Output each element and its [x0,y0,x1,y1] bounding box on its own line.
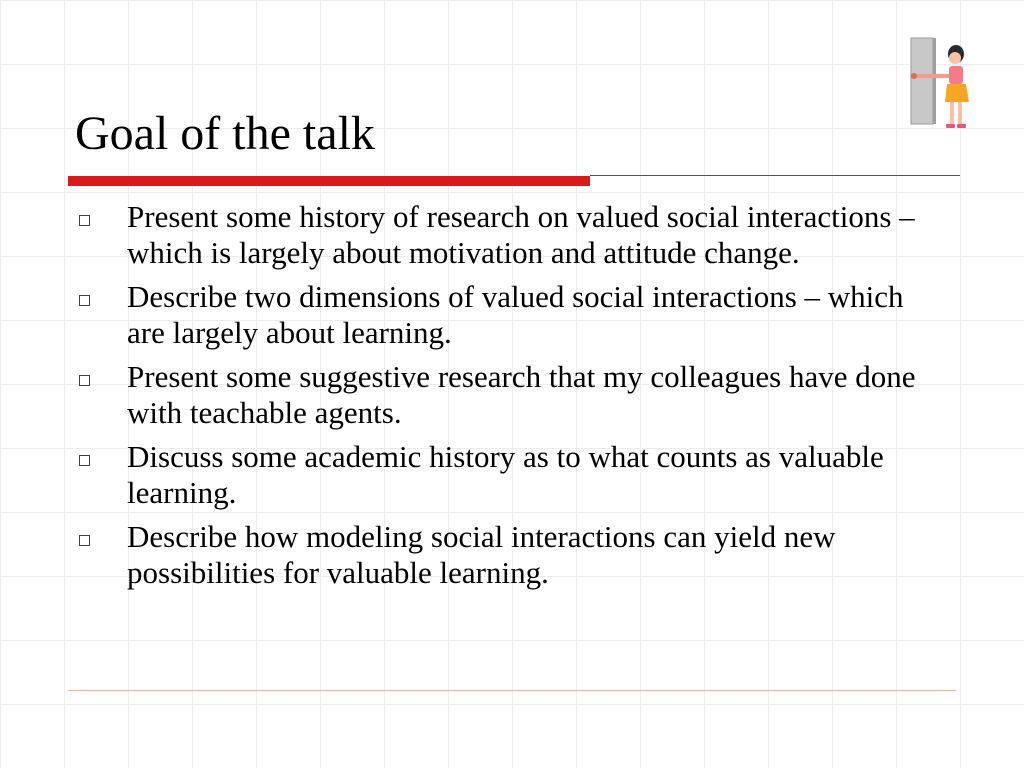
bullet-item [75,519,945,591]
bullet-text: Describe how modeling social interactions can yield new possibilities for valuable learning. [127,519,836,590]
bullet-item [75,199,945,271]
slide-title: Goal of the talk [75,107,375,160]
bullet-text: Present some history of research on valued social interactions – which is largely about motivation and attitude change. [127,199,915,270]
person-opening-door-icon [895,30,975,145]
bullet-item [75,359,945,431]
square-bullet-icon [79,455,90,466]
square-bullet-icon [79,535,90,546]
bullet-item [75,439,945,511]
bullet-text: Discuss some academic history as to what counts as valuable learning. [127,439,884,510]
square-bullet-icon [79,215,90,226]
bullet-list [75,199,945,599]
bullet-item [75,279,945,351]
square-bullet-icon [79,375,90,386]
bullet-text: Describe two dimensions of valued social interactions – which are largely about learning. [127,279,904,350]
title-underline-thin [590,175,960,176]
square-bullet-icon [79,295,90,306]
title-underline-thick [68,176,590,186]
footer-rule [68,690,956,691]
bullet-text: Present some suggestive research that my colleagues have done with teachable agents. [127,359,916,430]
